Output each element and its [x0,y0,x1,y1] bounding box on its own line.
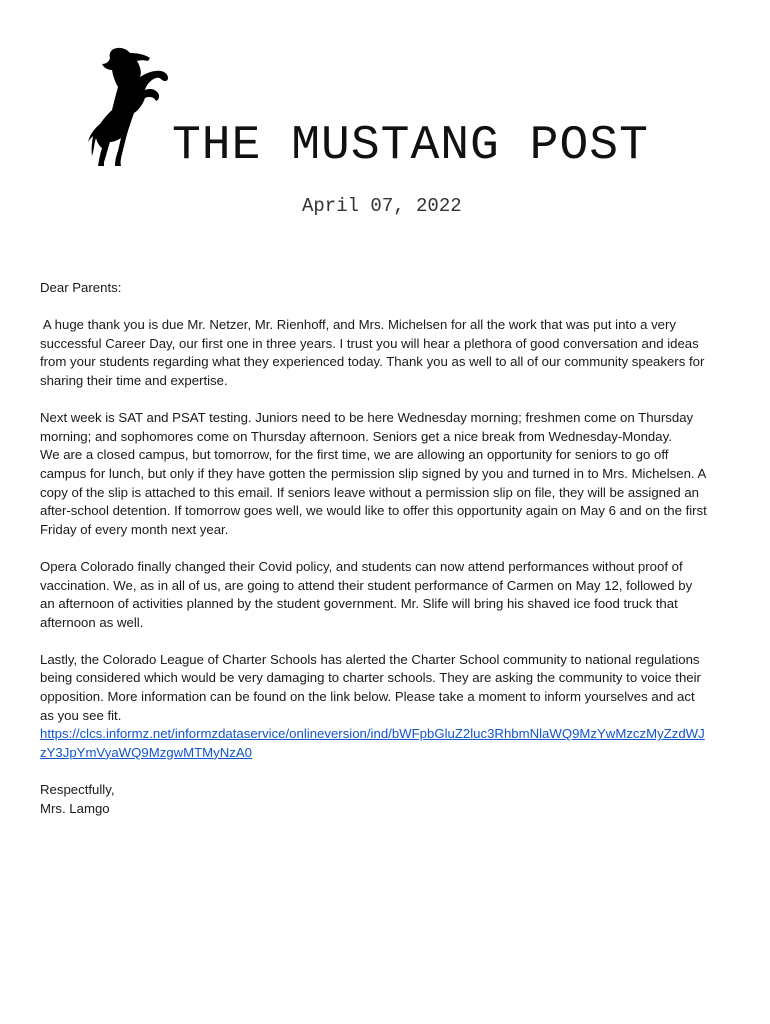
paragraph-charter-league [40,651,752,725]
newsletter-date: April 07, 2022 [302,195,462,217]
paragraph-line: an afternoon of activities planned by the student government. Mr. Slife will bring his shaved ice food truck that [40,596,678,612]
paragraph-testing [40,409,752,539]
paragraph-line: successful Career Day, our first one in three years. I trust you will hear a plethora of good conversation and ideas [40,335,699,351]
paragraph-line: morning; and sophomores come on Thursday afternoon. Seniors get a nice break from Wednesday-Monday. [40,428,672,444]
paragraph-line: sharing their time and expertise. [40,372,228,388]
letter-body [40,279,752,818]
paragraph-line: campus for lunch, but only if they have gotten the permission slip signed by you and turned in to Mrs. Michelsen. A [40,465,707,481]
paragraph-line: from your students regarding what they experienced today. Thank you as well to all of our community speakers for [40,354,705,370]
paragraph-line: after-school detention. If tomorrow goes well, we would like to offer this opportunity again on May 6 and on the first [40,503,707,519]
mustang-horse-icon [88,44,172,166]
paragraph-line: Lastly, the Colorado League of Charter Schools has alerted the Charter School community to national regulations [40,651,700,667]
greeting: Dear Parents: [40,280,122,295]
paragraph-line: Friday of every month next year. [40,521,229,537]
newsletter-title: THE MUSTANG POST [172,119,649,173]
paragraph-line: afternoon as well. [40,614,144,630]
paragraph-career-day [40,316,752,390]
paragraph-line: as you see fit. [40,707,122,723]
clcs-link[interactable] [40,725,752,762]
signature: Mrs. Lamgo [40,800,110,816]
paragraph-line: Opera Colorado finally changed their Covid policy, and students can now attend performances without proof of [40,558,683,574]
paragraph-line: being considered which would be very damaging to charter schools. They are asking the community to voice their [40,670,701,686]
paragraph-line: We are a closed campus, but tomorrow, for the first time, we are allowing an opportunity for seniors to go off [40,447,669,463]
paragraph-opera [40,558,752,632]
paragraph-line: A huge thank you is due Mr. Netzer, Mr. Rienhoff, and Mrs. Michelsen for all the work that was put into a very [40,317,676,333]
paragraph-line: Next week is SAT and PSAT testing. Juniors need to be here Wednesday morning; freshmen come on Thursday [40,410,694,426]
paragraph-line: vaccination. We, as in all of us, are going to attend their student performance of Carmen on May 12, followed by [40,577,693,593]
link-line[interactable]: zY3JpYmVyaWQ9MzgwMTMyNzA0 [40,744,253,760]
paragraph-line: opposition. More information can be found on the link below. Please take a moment to inform yourselves and act [40,689,695,705]
closing: Respectfully, [40,782,115,798]
paragraph-line: copy of the slip is attached to this email. If seniors leave without a permission slip on file, they will be assigned an [40,484,699,500]
link-line[interactable]: https://clcs.informz.net/informzdataservice/onlineversion/ind/bWFpbGluZ2luc3RhbmNlaWQ9MzYwMzczMyZzdWJ [40,726,705,742]
